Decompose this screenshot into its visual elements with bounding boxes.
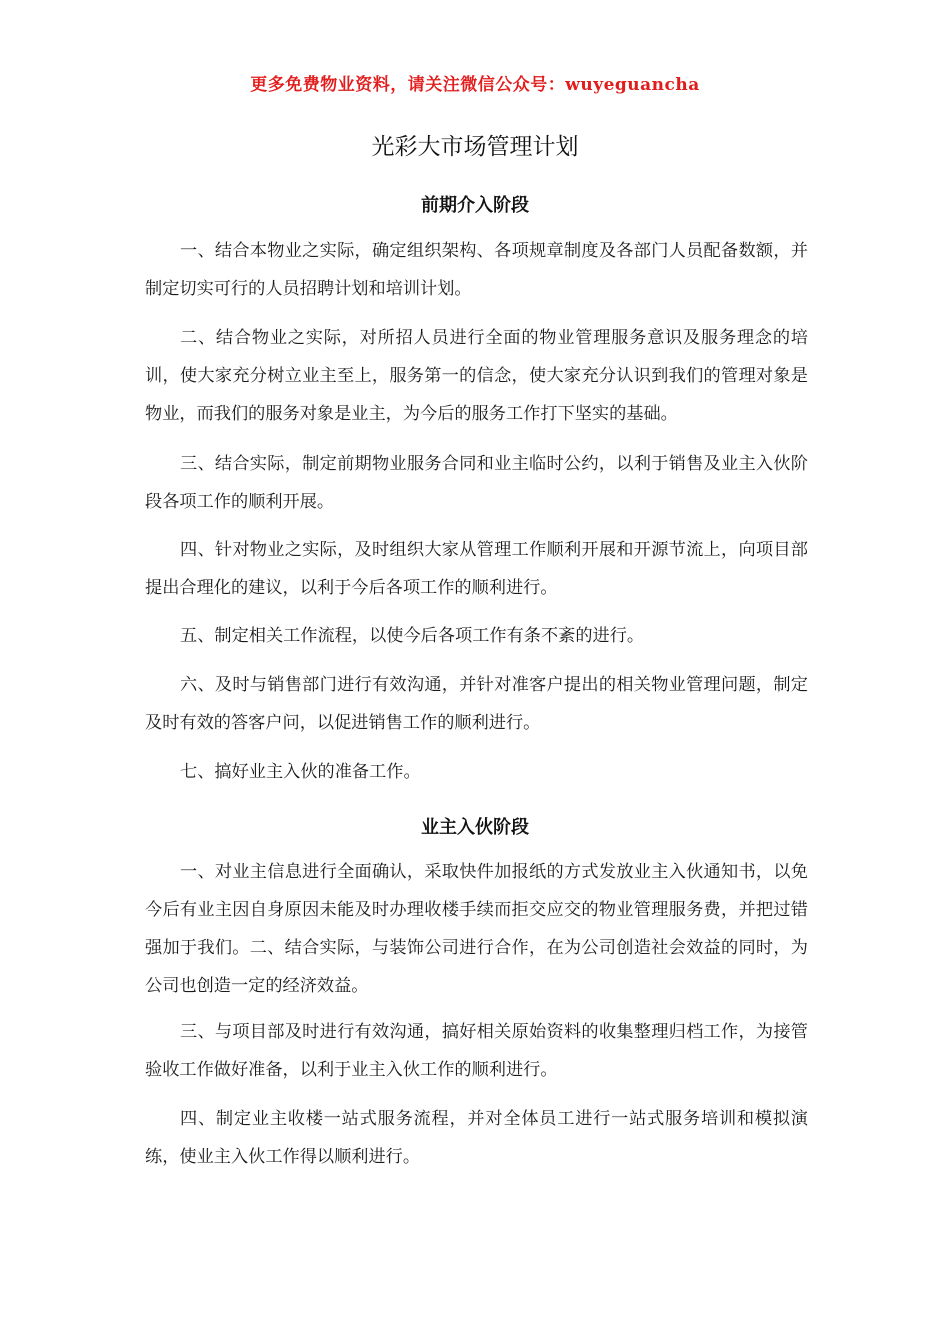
- paragraph: 一、对业主信息进行全面确认，采取快件加报纸的方式发放业主入伙通知书，以免今后有业主因自身原因未能及时办理收楼手续而拒交应交的物业管理服务费，并把过错强加于我们。二、结合实际，与装饰公司进行合作，在为公司创造社会效益的同时，为公司也创造一定的经济效益。: [145, 862, 808, 996]
- paragraph: 一、结合本物业之实际，确定组织架构、各项规章制度及各部门人员配备数额，并制定切实可行的人员招聘计划和培训计划。: [145, 241, 808, 299]
- paragraph: 六、及时与销售部门进行有效沟通，并针对准客户提出的相关物业管理问题，制定及时有效的答客户问，以促进销售工作的顺利进行。: [145, 675, 808, 733]
- paragraph: 四、制定业主收楼一站式服务流程，并对全体员工进行一站式服务培训和模拟演练，使业主入伙工作得以顺利进行。: [145, 1109, 808, 1167]
- section-heading: 前期介入阶段: [421, 195, 529, 216]
- paragraph: 五、制定相关工作流程，以使今后各项工作有条不紊的进行。: [180, 626, 645, 646]
- section-heading: 业主入伙阶段: [421, 817, 529, 838]
- paragraph: 四、针对物业之实际，及时组织大家从管理工作顺利开展和开源节流上，向项目部提出合理化的建议，以利于今后各项工作的顺利进行。: [145, 540, 808, 598]
- paragraph: 二、结合物业之实际，对所招人员进行全面的物业管理服务意识及服务理念的培训，使大家充分树立业主至上，服务第一的信念，使大家充分认识到我们的管理对象是物业，而我们的服务对象是业主，为今后的服务工作打下坚实的基础。: [145, 328, 808, 424]
- promo-banner: 更多免费物业资料，请关注微信公众号：wuyeguancha: [250, 75, 700, 95]
- paragraph: 三、结合实际，制定前期物业服务合同和业主临时公约，以利于销售及业主入伙阶段各项工作的顺利开展。: [145, 454, 808, 512]
- paragraph: 三、与项目部及时进行有效沟通，搞好相关原始资料的收集整理归档工作，为接管验收工作做好准备，以利于业主入伙工作的顺利进行。: [145, 1022, 808, 1080]
- paragraph: 七、搞好业主入伙的准备工作。: [180, 762, 421, 782]
- page-title: 光彩大市场管理计划: [371, 134, 579, 160]
